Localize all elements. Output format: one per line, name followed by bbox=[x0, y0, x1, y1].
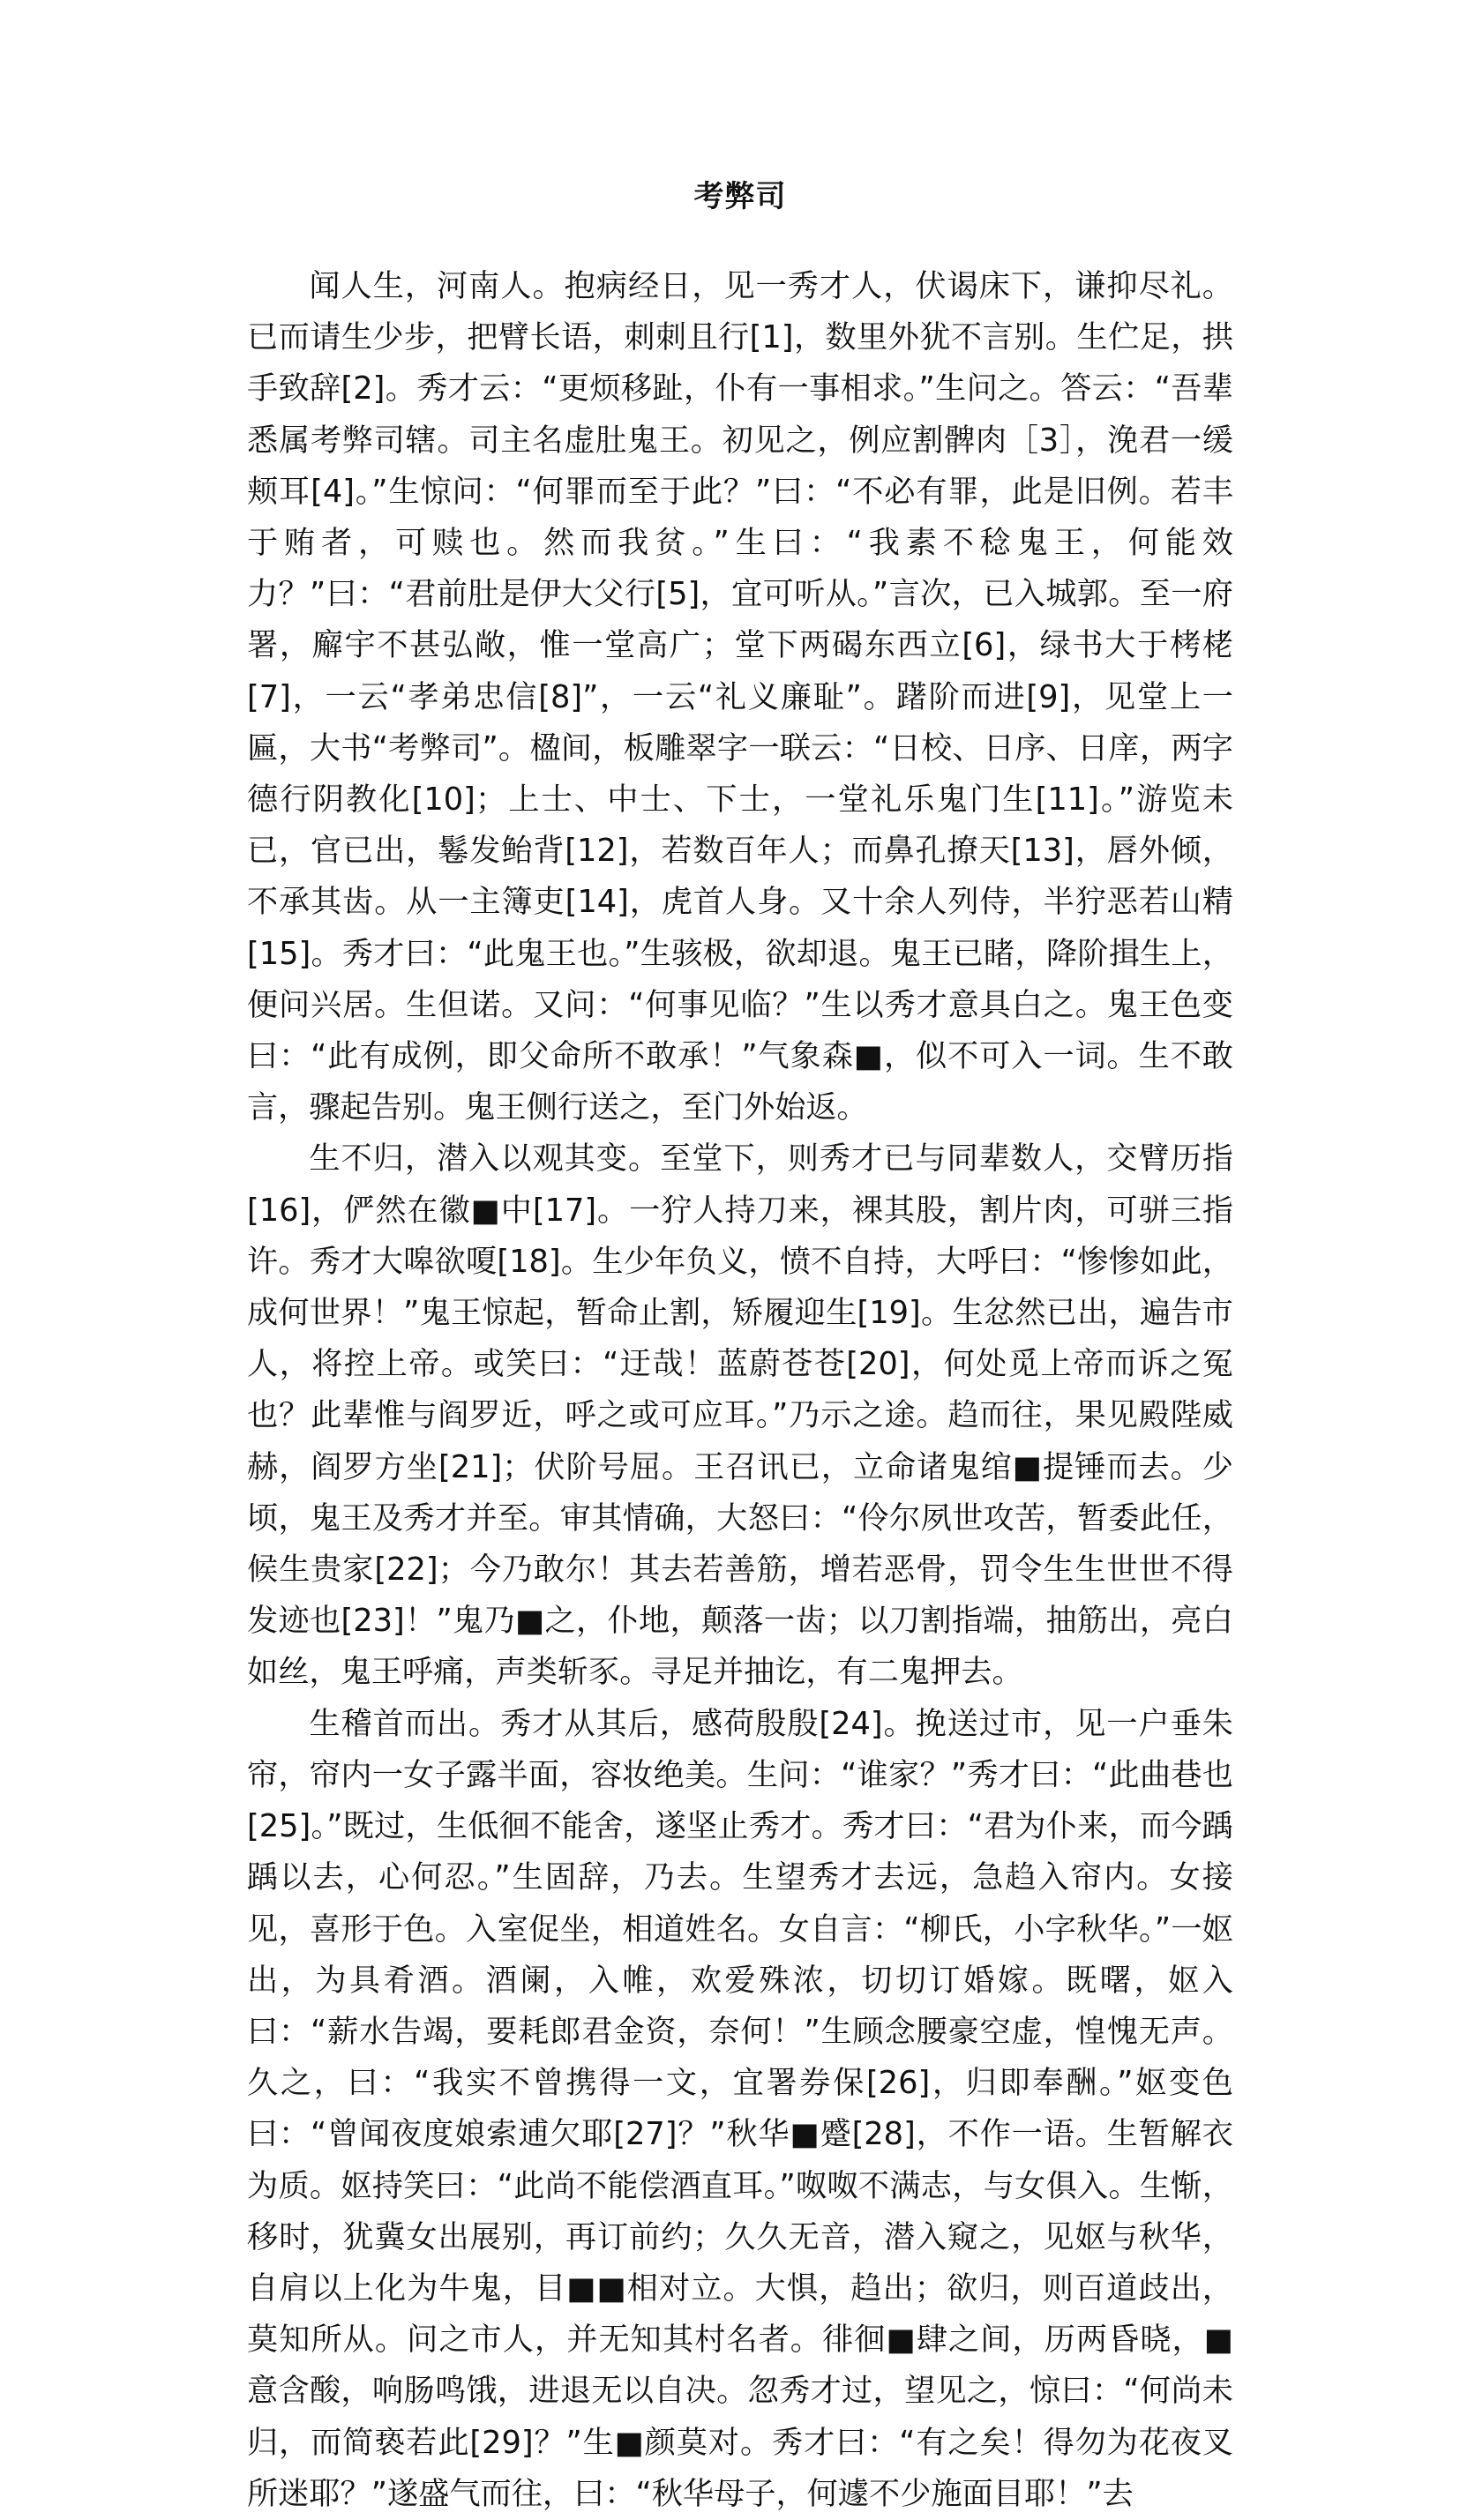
paragraph-3: 生稽首而出。秀才从其后，感荷殷殷[24]。挽送过市，见一户垂朱帘，帘内一女子露半面，容妆绝美。生问：“谁家？”秀才曰：“此曲巷也[25]。”既过，生低徊不能舍，遂坚止秀才。秀才曰：“君为仆来，而今踽踽以去，心何忍。”生固辞，乃去。生望秀才去远，急趋入帘内。女接见，喜形于色。入室促坐，相道姓名。女自言：“柳氏，小字秋华。”一妪出，为具肴酒。酒阑，入帷，欢爱殊浓，切切订婚嫁。既曙，妪入曰：“薪水告竭，要耗郎君金资，奈何！”生顾念腰豪空虚，惶愧无声。久之，曰：“我实不曾携得一文，宜署券保[26]，归即奉酬。”妪变色曰：“曾闻夜度娘索逋欠耶[27]？”秋华■蹙[28]，不作一语。生暂解衣为质。妪持笑曰：“此尚不能偿酒直耳。”呶呶不满志，与女俱入。生惭，移时，犹冀女出展别，再订前约；久久无音，潜入窥之，见妪与秋华，自肩以上化为牛鬼，目■■相对立。大惧，趋出；欲归，则百道歧出，莫知所从。问之市人，并无知其村名者。徘徊■肆之间，历两昏晓，■意含酸，响肠鸣饿，进退无以自决。忽秀才过，望见之，惊曰：“何尚未归，而简亵若此[29]？”生■颜莫对。秀才曰：“有之矣！得勿为花夜叉所迷耶？”遂盛气而往，曰：“秋华母子，何遽不少施面目耶！”去 bbox=[247, 1705, 1233, 2512]
paragraph-2: 生不归，潜入以观其变。至堂下，则秀才已与同辈数人，交臂历指[16]，俨然在徽■中[17]。一狞人持刀来，裸其股，割片肉，可骈三指许。秀才大嗥欲嗄[18]。生少年负义，愤不自持，大呼曰：“惨惨如此，成何世界！”鬼王惊起，暂命止割，矫履迎生[19]。生忿然已出，遍告市人，将控上帝。或笑曰：“迂哉！蓝蔚苍苍[20]，何处觅上帝而诉之冤也？此辈惟与阎罗近，呼之或可应耳。”乃示之途。趋而往，果见殿陛威赫，阎罗方坐[21]；伏阶号屈。王召讯已，立命诸鬼绾■提锤而去。少顷，鬼王及秀才并至。审其情确，大怒曰：“伶尔夙世攻苦，暂委此任，候生贵家[22]；今乃敢尔！其去若善筋，增若恶骨，罚令生生世世不得发迹也[23]！”鬼乃■之，仆地，颠落一齿；以刀割指端，抽筋出，亮白如丝，鬼王呼痛，声类斩豕。寻足并抽讫，有二鬼押去。 bbox=[247, 1140, 1233, 1691]
paragraph-1: 闻人生，河南人。抱病经日，见一秀才人，伏谒床下，谦抑尽礼。已而请生少步，把臂长语，刺刺且行[1]，数里外犹不言别。生伫足，拱手致辞[2]。秀才云：“更烦移趾，仆有一事相求。”生问之。答云：“吾辈悉属考弊司辖。司主名虚肚鬼王。初见之，例应割髀肉［3］，浼君一缓颊耳[4]。”生惊问：“何罪而至于此？”曰：“不必有罪，此是旧例。若丰于贿者，可赎也。然而我贫。”生曰：“我素不稔鬼王，何能效力？”曰：“君前肚是伊大父行[5]，宜可听从。”言次，已入城郭。至一府署，廨宇不甚弘敞，惟一堂高广；堂下两碣东西立[6]，绿书大于栲栳[7]，一云“孝弟忠信[8]”，一云“礼义廉耻”。躇阶而进[9]，见堂上一匾，大书“考弊司”。楹间，板雕翠字一联云：“日校、日序、日庠，两字德行阴教化[10]；上士、中士、下士，一堂礼乐鬼门生[11]。”游览未已，官已出，鬈发鲐背[12]，若数百年人；而鼻孔撩天[13]，唇外倾，不承其齿。从一主簿吏[14]，虎首人身。又十余人列侍，半狞恶若山精[15]。秀才曰：“此鬼王也。”生骇极，欲却退。鬼王已睹，降阶揖生上，便问兴居。生但诺。又问：“何事见临？”生以秀才意具白之。鬼王色变曰：“此有成例，即父命所不敢承！”气象森■，似不可入一词。生不敢言，骤起告别。鬼王侧行送之，至门外始返。 bbox=[247, 268, 1233, 1126]
document-page bbox=[247, 172, 1233, 2520]
page-title: 考弊司 bbox=[693, 179, 787, 214]
